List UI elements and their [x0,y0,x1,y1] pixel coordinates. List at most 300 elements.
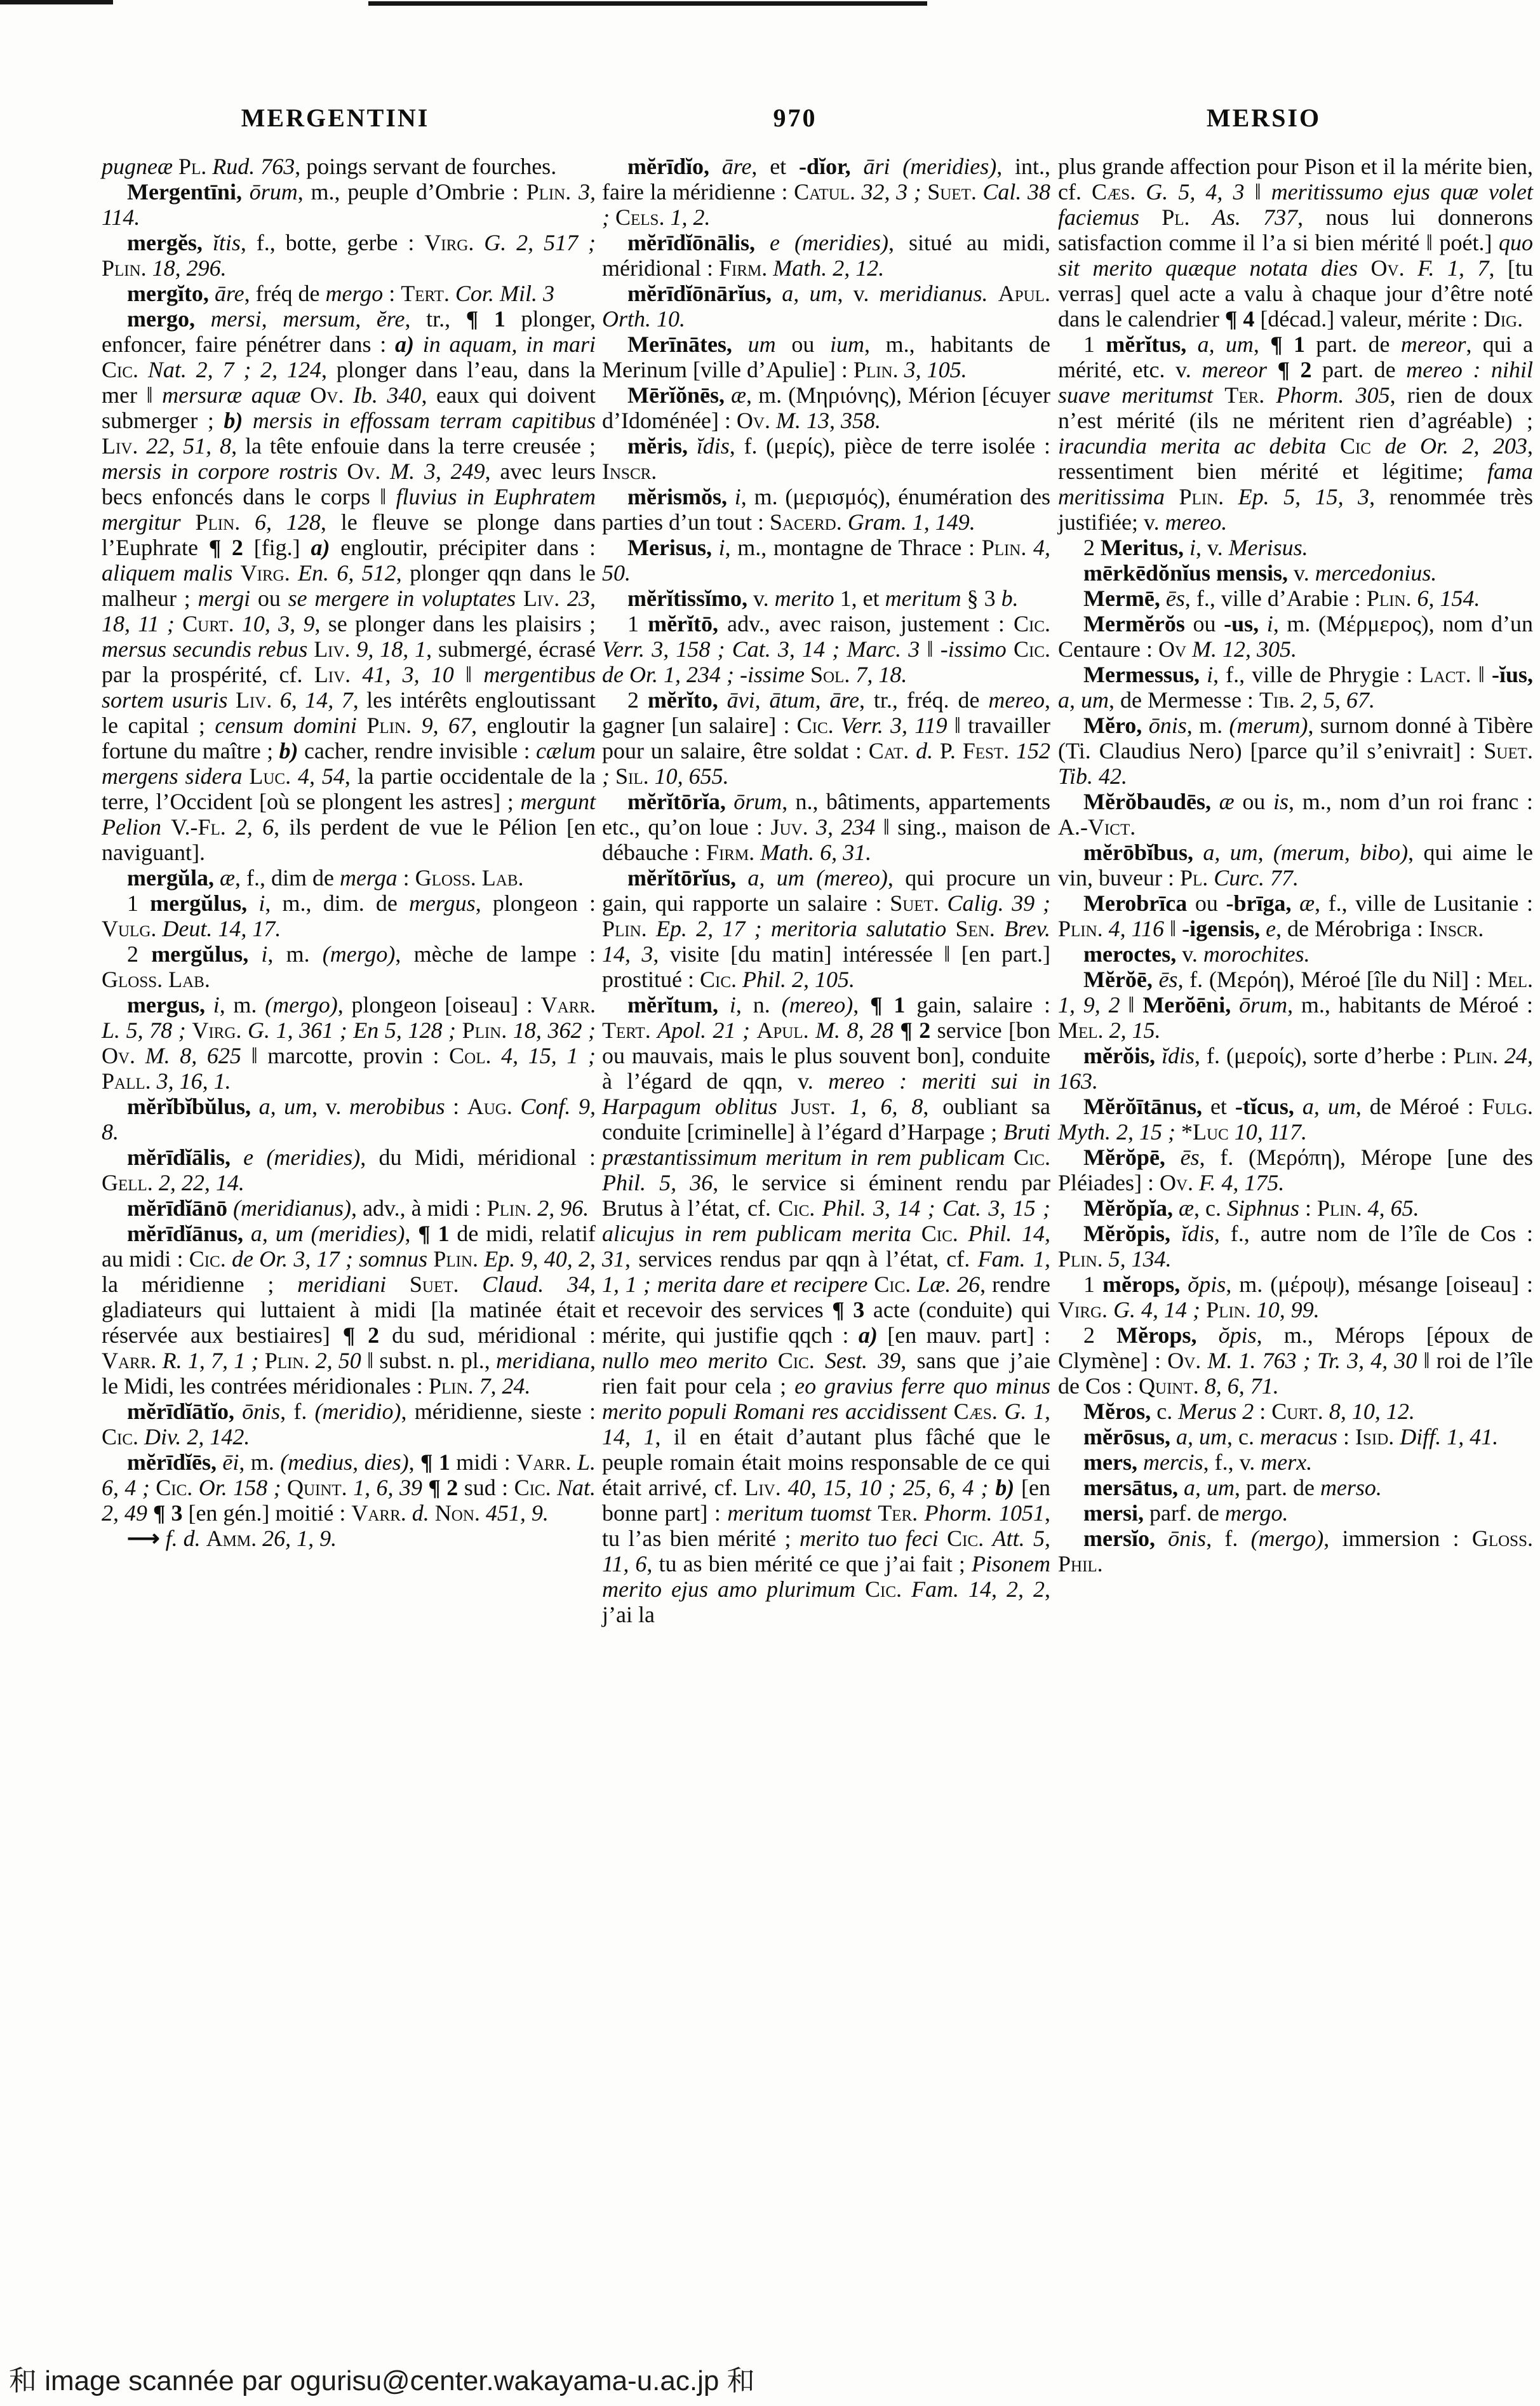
dictionary-entry [602,154,1050,230]
text-run: 41, 3, 10 [362,662,454,687]
author-abbreviation: Sol. [810,662,856,687]
running-head-left: MERGENTINI [241,104,430,132]
text-run: e (meridies) [770,230,888,255]
text-run: , rien de doux n’est mérité (ils ne méritent rien d’agréable) ; [1058,382,1534,433]
headword: Merobrīca [1083,890,1195,916]
author-abbreviation: Ov. [347,459,391,484]
text-run: ēs [1180,1145,1200,1170]
text-run: 1, 6, 8 [849,1094,923,1119]
text-run: Apol. 21 ; [657,1018,757,1043]
text-run: mergus [409,890,476,916]
dictionary-entry [1058,1094,1533,1145]
text-run: æ [1178,1195,1194,1221]
page-number: 970 [773,104,817,132]
text-run: 1 [1083,1272,1102,1297]
text-run: Ib. 340 [352,382,422,408]
text-run: meridianus. [879,281,998,306]
headword: mers, [1083,1449,1143,1475]
author-abbreviation: Ov. [1159,1170,1200,1195]
text-run: , [853,992,871,1018]
text-run: , f., autre nom de l’île de Cos : [1214,1221,1534,1246]
dictionary-entry [1058,1221,1533,1272]
text-run: mercis [1142,1449,1203,1475]
text-run: sud : [464,1475,514,1500]
text-run: , se plonger dans les plaisirs ; [314,611,596,636]
text-run: a, um [1197,332,1254,357]
author-abbreviation: Cat. [868,738,916,763]
author-abbreviation: Tert. [401,281,455,306]
text-run: mergo. [1224,1500,1289,1526]
author-abbreviation: Gloss. Phil. [1058,1526,1533,1576]
author-abbreviation: Sacerd. [769,509,848,535]
text-run: (medius, dies) [280,1449,409,1475]
text-run: , le Midi, les contrées méridionales : [102,1348,596,1399]
author-abbreviation: Plin. [981,535,1033,560]
text-run: i [1189,535,1196,560]
text-run: G. 1, 14, 1 [602,1399,1050,1449]
text-run: pugneæ [102,154,178,179]
headword: Mĕrŏpĭa, [1083,1195,1179,1221]
text-run: 3, 16, 1. [156,1068,231,1094]
headword: mĕrīdĭōnālis, [627,230,770,255]
text-run: , j’ai la [602,1576,1050,1627]
text-run: a) [858,1322,888,1348]
dictionary-entry [1058,713,1533,789]
text-run: v. [1294,560,1315,586]
text-run: f. d. [165,1526,206,1551]
text-run: censum domini [215,713,367,738]
text-run: cacher, rendre invisible : [304,738,536,763]
text-run: meridiana [496,1348,591,1373]
author-abbreviation: Isid. [1355,1424,1400,1449]
text-run: i [718,535,725,560]
headword: mersĭo, [1083,1526,1168,1551]
text-run: 4, 54 [297,763,345,789]
dictionary-entry [1058,611,1533,662]
text-run: (mergo) [322,941,396,967]
text-run: , plonger dans l’eau, dans la mer ‖ [102,357,596,408]
text-run: ou [1242,789,1274,814]
text-run: , f., ville d’Arabie : [1184,586,1367,611]
author-abbreviation: V.-Fl. [171,814,236,840]
text-run: i [258,890,265,916]
text-run: , f. (μεροίς), sorte d’herbe : [1195,1043,1454,1068]
author-abbreviation: Just. [791,1094,850,1119]
headword: mĕrĭtōrĭus, [627,865,748,890]
headword: mĕrŏis, [1083,1043,1162,1068]
dictionary-entry [602,992,1050,1627]
text-run: 2, 5, 67. [1300,687,1375,713]
text-run: morochites. [1203,941,1310,967]
author-abbreviation: Virg. [240,560,298,586]
author-abbreviation: Virg. [192,1018,248,1043]
text-run: , f. [280,1399,315,1424]
author-abbreviation: Suet. [409,1272,483,1297]
text-run: Rud. 763 [212,154,295,179]
headword: mergo, [127,306,211,332]
author-abbreviation: Pall. [102,1068,157,1094]
text-run: de Or. 3, 17 ; somnus [231,1246,434,1272]
author-abbreviation: Liv. [102,433,147,459]
text-run: i [213,992,220,1018]
headword: ¶ 1 [420,1449,457,1475]
headword: mĕrismŏs, [627,484,735,509]
text-run: M. 8, 625 [145,1043,241,1068]
text-run: b) [224,408,253,433]
dictionary-entry [602,865,1050,992]
headword: mergŭlus, [150,890,259,916]
text-run: , de Mermesse : [1109,687,1259,713]
dictionary-entry [102,281,596,306]
author-abbreviation: Cic. [1014,636,1051,662]
author-abbreviation: Amm. [206,1526,263,1551]
author-abbreviation: Virg. [424,230,485,255]
headword: -us, [1224,611,1267,636]
text-run: mersis in corpore rostris [102,459,347,484]
headword: mĕrīdĭōnārĭus, [627,281,782,306]
text-run: , m. [239,1449,281,1475]
text-run: d. [916,738,940,763]
text-run: Phorm. 305 [1276,382,1390,408]
text-run: et [1210,1094,1235,1119]
author-abbreviation: Ov [1158,636,1193,662]
text-run: : [1259,1399,1272,1424]
text-run: iracundia merita ac debita [1058,433,1340,459]
text-run: Or. 158 ; [198,1475,287,1500]
text-run: meritum tuomst [727,1500,878,1526]
text-run: plonger, enfoncer, faire pénétrer dans : [102,306,596,357]
dictionary-entry [602,230,1050,281]
text-run: plus grande affection pour Pison et il la mérite bien, cf. [1058,154,1533,205]
text-run: Siphnus [1226,1195,1299,1221]
text-run: 2 [127,941,152,967]
text-run: , services rendus par qqn à l’état, cf. [625,1246,978,1272]
author-abbreviation: Inscr. [1429,916,1484,941]
text-run: gain, salaire : [916,992,1050,1018]
author-abbreviation: Apul. [756,1018,816,1043]
text-run: 10, 117. [1234,1119,1308,1145]
text-run: Fam. 1, 1, 1 ; merita dare et recipere [602,1246,1050,1297]
text-run: , m., habitants de Merinum [ville d’Apulie] : [602,332,1051,382]
text-run: , n. [735,992,782,1018]
author-abbreviation: Cic. [864,1576,911,1602]
headword: Mermĕrŏs [1083,611,1193,636]
author-abbreviation: Cic [1339,433,1385,459]
text-run: (mereo) [781,992,854,1018]
headword: Merīnātes, [627,332,748,357]
text-run: F. 1, 7 [1417,255,1489,281]
text-run: d. [412,1500,435,1526]
text-run: [en bonne part] : [602,1475,1050,1526]
entry-continuation [102,154,596,179]
text-run: 1, 2. [670,205,711,230]
text-run: , renommée très justifiée; v. [1058,484,1534,535]
headword: Mĕrŏītānus, [1083,1094,1210,1119]
author-abbreviation: Plin. [1366,586,1417,611]
text-run: midi : [456,1449,517,1475]
headword: -brīga, [1226,890,1300,916]
text-run: i [729,992,736,1018]
dictionary-entry [602,433,1050,484]
dictionary-entry [602,789,1050,865]
text-run: En. 6, 512 [298,560,396,586]
author-abbreviation: Tib. [1259,687,1301,713]
author-abbreviation: A.-Vict. [1058,814,1136,840]
text-run: ou [1195,890,1226,916]
text-run: de Or. 2, 203 [1384,433,1527,459]
text-run: Gram. 1, 149. [847,509,975,535]
author-abbreviation: Quint. [286,1475,354,1500]
text-run: , f. (Μερόπη), Mérope [une des Pléiades] : [1058,1145,1534,1195]
text-run: 1 [1083,332,1106,357]
column-2 [602,154,1050,1627]
text-run: , ressentiment bien mérité et légitime; [1058,433,1533,484]
dictionary-entry [1058,1145,1533,1195]
dictionary-entry [1058,1322,1533,1399]
text-run: fluvius in Euphratem mergitur [102,484,596,535]
text-run: Tib. 42. [1058,763,1128,789]
text-run: ‖ roi de l’île de Cos : [1058,1348,1533,1399]
text-run: ēs [1165,586,1185,611]
author-abbreviation: Suet. [927,179,983,205]
author-abbreviation: Gloss. Lab. [415,865,524,890]
author-abbreviation: Plin. [1206,1297,1257,1322]
text-run: 2, 50 [315,1348,361,1373]
text-run: 18, 362 ; [512,1018,596,1043]
text-run: , submergé, écrasé par la prospérité, cf. [102,636,596,687]
headword: mergĕs, [127,230,213,255]
text-run: , plongeon [oiseau] : [337,992,541,1018]
text-run: ōnis [1148,713,1187,738]
text-run: : [383,281,401,306]
author-abbreviation: Cæs. [1092,179,1146,205]
text-run: , gladiateurs qui luttaient à midi [la matinée était réservée aux bestiaires] [102,1272,596,1348]
text-run: ou [257,586,288,611]
text-run: āre [721,154,752,179]
headword: mĕrĭtum, [627,992,730,1018]
text-run: (mergo) [265,992,338,1018]
text-run: , la tête enfouie dans la terre creusée ; [231,433,596,459]
text-run: mercedonius. [1315,560,1437,586]
text-run: : [397,865,415,890]
headword: mĕrīdĭātĭo, [127,1399,243,1424]
text-run: : [1337,1424,1355,1449]
column-1 [102,154,596,1551]
text-run: a, um [782,281,838,306]
text-run: , m. [219,992,265,1018]
text-run: 26, 1, 9. [262,1526,337,1551]
text-run: de Or. 1, 234 ; -issime [602,662,810,687]
headword: mergŭlus, [151,941,262,967]
text-run: , immersion : [1323,1526,1472,1551]
text-run: 2, 22, 14. [158,1170,244,1195]
dictionary-entry [1058,535,1533,560]
headword: ¶ 3 [153,1500,189,1526]
text-run: 10, 3, 9 [241,611,315,636]
author-abbreviation: Ter. [878,1500,925,1526]
author-abbreviation: Ov. [736,408,776,433]
text-run: mersis in effossam terram capitibus [252,408,596,433]
text-run: 152 ; [602,738,1050,789]
text-run: ou [791,332,830,357]
headword: Mĕrŏē, [1083,967,1159,992]
author-abbreviation: Cels. [615,205,671,230]
text-run: : [1299,1195,1317,1221]
author-abbreviation: Pl. [178,154,213,179]
text-run: , f., dim de [234,865,340,890]
text-run: v. [1182,941,1203,967]
author-abbreviation: Cic. [514,1475,557,1500]
text-run: Ep. 5, 15, 3 [1238,484,1370,509]
text-run: , gagner [un salaire] : [602,687,1050,738]
author-abbreviation: Cic. [778,1195,822,1221]
text-run: b) [279,738,304,763]
text-run: i [1207,662,1214,687]
dictionary-entry [602,332,1050,382]
text-run: , mèche de lampe : [395,941,596,967]
text-run: , oubliant sa conduite [criminelle] à l’égard d’Harpage ; [602,1094,1050,1145]
author-abbreviation: Plin. [1453,1043,1505,1068]
author-abbreviation: Plin. [1317,1195,1368,1221]
headword: mĕrĭto, [647,687,727,713]
text-run: mergunt Pelion [102,789,596,840]
text-run: Conf. 9, 8. [102,1094,596,1145]
text-run: , m., habitants de Méroé : [1287,992,1534,1018]
text-run: [en mauv. part] : [887,1322,1051,1348]
author-abbreviation: Ov. [1167,1348,1208,1373]
text-run: 18, 296. [152,255,227,281]
text-run: , plongeon : [475,890,596,916]
text-run: Sest. 39 [825,1348,901,1373]
text-run: is [1273,789,1289,814]
dictionary-entry [1058,560,1533,586]
text-run: 10, 99. [1256,1297,1320,1322]
text-run: i [1266,611,1273,636]
author-abbreviation: Sen. [955,916,1005,941]
text-run: ‖ [1120,992,1143,1018]
text-run: merito tuo feci [799,1526,947,1551]
text-run: , qui a mérité, etc. v. [1058,332,1534,382]
text-run: 3, 105. [904,357,967,382]
dictionary-entry [1058,967,1533,1043]
headword: mĕrĭtissĭmo, [627,586,753,611]
dictionary-entry [102,1145,596,1195]
text-run: mersi, mersum, ĕre [210,306,405,332]
text-run: Phil. 2, 105. [742,967,855,992]
text-run: ōnis [242,1399,281,1424]
text-run: ‖ [453,662,484,687]
text-run: , f., ville de Lusitanie : [1315,890,1534,916]
text-run: 22, 51, 8 [146,433,232,459]
text-run: meracus [1259,1424,1337,1449]
author-abbreviation: Pl. [1162,205,1212,230]
text-run: meritum [885,586,967,611]
text-run: , f. [1206,1526,1251,1551]
text-run: mergo [325,281,384,306]
text-run: , f. (μερίς), pièce de terre isolée : [729,433,1050,459]
author-abbreviation: Firm. [718,255,773,281]
dictionary-entry [102,230,596,281]
dictionary-entry [1058,1475,1533,1500]
text-run: , v. [1195,535,1229,560]
dictionary-entry [102,992,596,1094]
dictionary-entry [102,179,596,230]
headword: mĕris, [627,433,697,459]
text-run: , m., dim. de [265,890,410,916]
author-abbreviation: Varr. [540,992,596,1018]
headword: -tĭcus, [1235,1094,1302,1119]
text-run: b. [1001,586,1019,611]
text-run: 32, 3 ; [861,179,928,205]
text-run: mersuræ aquæ [162,382,311,408]
text-run: Merisus. [1228,535,1308,560]
text-run: 4, 116 [1108,916,1164,941]
text-run: ‖ [920,636,941,662]
text-run: , engloutir la fortune du maître ; [102,713,596,763]
text-run: [en gén.] moitié : [188,1500,352,1526]
text-run: ĭdis [1161,1043,1195,1068]
text-run: 1, 9, 2 [1058,992,1120,1018]
headword: mĕrops, [1102,1272,1188,1297]
dictionary-entry [602,484,1050,535]
author-abbreviation: Inscr. [602,459,657,484]
text-run: , int., faire la méridienne : [602,154,1051,205]
text-run: , le service si éminent rendu par Brutus à l’état, cf. [602,1170,1050,1221]
text-run: (merum) [1229,713,1308,738]
text-run: mereor [1400,332,1466,357]
author-abbreviation: Plin. [1179,484,1238,509]
headword: mergŭla, [127,865,220,890]
text-run: ium [830,332,864,357]
text-run: ōnis [1168,1526,1207,1551]
text-run: se mergere in voluptates [288,586,523,611]
author-abbreviation: Liv. [235,687,280,713]
dictionary-entry [102,1221,596,1399]
headword: Mĕrŏpē, [1083,1145,1181,1170]
running-head-right: MERSIO [1206,104,1322,132]
text-run: 1 [627,611,648,636]
text-run: in aquam, in mari [422,332,596,357]
headword: Mĕros, [1083,1399,1157,1424]
text-run: ēs [1158,967,1178,992]
text-run: , [408,1449,420,1475]
text-run: a, um [258,1094,312,1119]
text-run: , tr., fréq. de [859,687,989,713]
author-abbreviation: Liv. [523,586,568,611]
text-run: merga [339,865,398,890]
text-run: , le fleuve se plonge dans l’Euphrate [102,509,596,560]
dictionary-entry [602,382,1050,433]
author-abbreviation: Juv. [770,814,816,840]
author-abbreviation: Virg. [1058,1297,1114,1322]
headword: mĕrōbĭbus, [1083,840,1203,865]
text-run: ‖ [1244,179,1271,205]
headword: mĕrīdĭānus, [127,1221,251,1246]
text-run: fama meritissima [1058,459,1533,509]
text-run: , du Midi, méridional : [360,1145,596,1170]
text-run: ēi [222,1449,239,1475]
text-run: Pisonem merito ejus amo plurimum [602,1551,1051,1602]
text-run: Math. 6, 31. [760,840,872,865]
text-run: 6, 14, 7 [279,687,353,713]
author-abbreviation: Ov. [310,382,353,408]
text-run: Math. 2, 12. [773,255,885,281]
text-run: , sans que j’aie rien fait pour cela ; [602,1348,1050,1399]
author-abbreviation: Col. [449,1043,502,1068]
dictionary-entry [602,535,1050,586]
text-run: , m. [1186,713,1229,738]
column-3 [1058,154,1533,1576]
